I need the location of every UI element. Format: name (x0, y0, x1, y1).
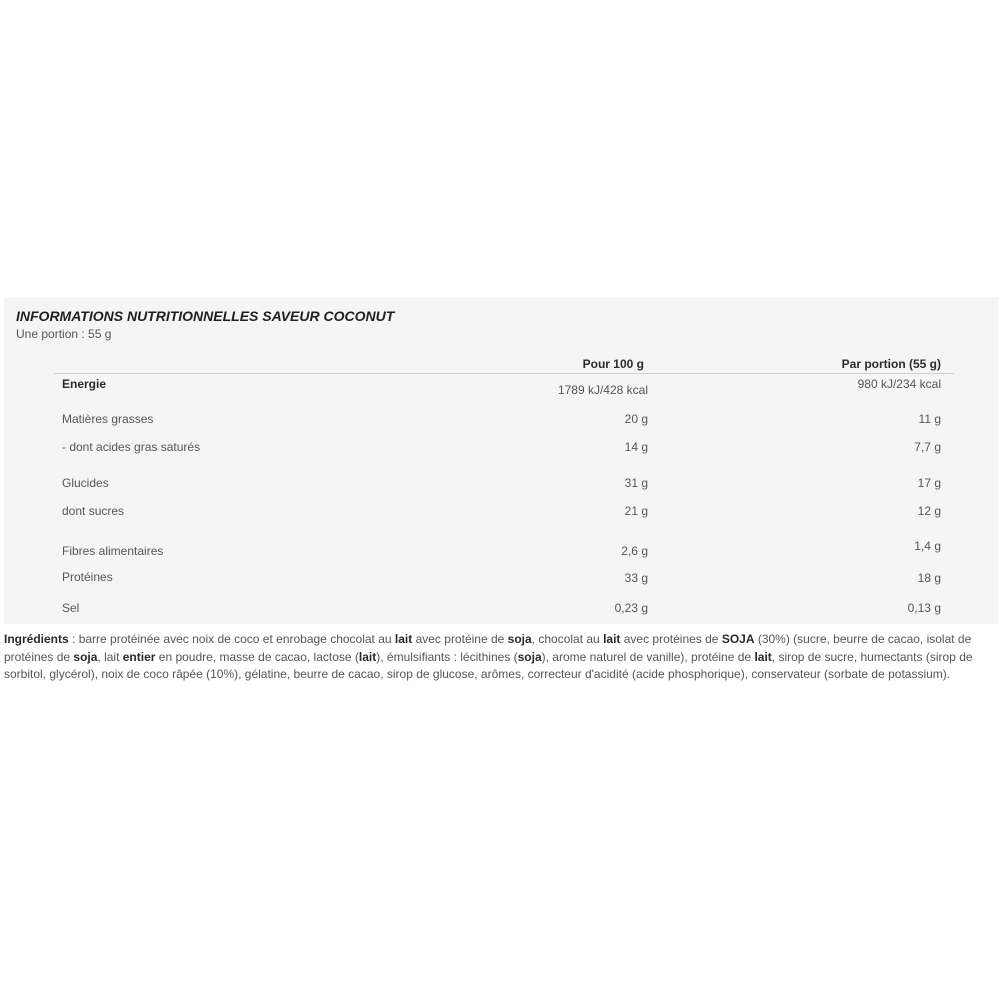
ingredients-segment: ), arome naturel de vanille), protéine de (541, 649, 755, 664)
ingredients-segment: avec protéines de (620, 632, 722, 646)
row-label-acides-gras-satures: - dont acides gras saturés (62, 440, 201, 454)
allergen-highlight: soja (517, 649, 542, 664)
allergen-highlight: lait (358, 649, 377, 664)
column-header-per-100g: Pour 100 g (582, 357, 644, 371)
ingredients-segment: : barre protéinée avec noix de coco et enrobage chocolat au (68, 632, 395, 646)
row-value-per-100g: 14 g (624, 440, 648, 454)
header-divider (54, 373, 954, 374)
ingredients-segment: , lait (97, 649, 123, 664)
allergen-highlight: lait (603, 632, 621, 646)
row-value-per-portion: 7,7 g (914, 440, 941, 454)
row-label-proteines: Protéines (62, 570, 113, 584)
row-value-per-portion: 980 kJ/234 kcal (857, 377, 941, 391)
ingredients-segment: ), émulsifiants : lécithines ( (376, 649, 518, 664)
row-value-per-100g: 33 g (624, 571, 648, 585)
row-label-energie: Energie (62, 377, 107, 391)
ingredients-segment: avec protéine de (412, 632, 508, 646)
row-value-per-100g: 31 g (624, 476, 648, 490)
ingredients-segment: (30%) (sucre, beurre de cacao, isolat de protéines de (4, 632, 972, 664)
ingredients-segment: , sirop de sucre, humectants (sirop de sorbitol, glycérol), noix de coco râpée (10%), gélatine, beurre de cacao, sirop de glucose, arômes, correcteur d'acidité (acide phosphorique), conservateur (sorbate de potassium). (4, 649, 973, 681)
row-label-fibres-alimentaires: Fibres alimentaires (62, 544, 164, 558)
row-value-per-100g: 2,6 g (621, 544, 648, 558)
ingredients-segment: en poudre, masse de cacao, lactose ( (155, 649, 359, 664)
ingredients-segment: , chocolat au (531, 632, 604, 646)
column-header-per-portion: Par portion (55 g) (841, 357, 941, 371)
row-value-per-portion: 1,4 g (914, 539, 941, 553)
allergen-highlight: soja (507, 632, 532, 646)
row-value-per-100g: 1789 kJ/428 kcal (557, 383, 648, 397)
row-label-sel: Sel (62, 601, 80, 615)
allergen-highlight: lait (754, 649, 772, 664)
allergen-highlight: entier (122, 649, 156, 664)
row-label-glucides: Glucides (62, 476, 109, 490)
row-label-dont-sucres: dont sucres (62, 504, 125, 518)
nutrition-title: INFORMATIONS NUTRITIONNELLES SAVEUR COCONUT (16, 308, 395, 324)
allergen-highlight: soja (73, 649, 98, 664)
row-value-per-portion: 0,13 g (907, 601, 941, 615)
allergen-highlight: SOJA (721, 632, 755, 646)
row-value-per-portion: 17 g (917, 476, 941, 490)
row-value-per-100g: 20 g (624, 412, 648, 426)
row-value-per-100g: 21 g (624, 504, 648, 518)
row-value-per-portion: 11 g (918, 412, 941, 426)
row-value-per-portion: 18 g (917, 571, 941, 585)
row-value-per-100g: 0,23 g (614, 601, 648, 615)
portion-size: Une portion : 55 g (16, 327, 112, 341)
ingredients-heading: Ingrédients (4, 632, 69, 646)
row-value-per-portion: 12 g (917, 504, 941, 518)
ingredients-text (4, 631, 994, 684)
allergen-highlight: lait (394, 632, 413, 646)
row-label-matieres-grasses: Matières grasses (62, 412, 154, 426)
